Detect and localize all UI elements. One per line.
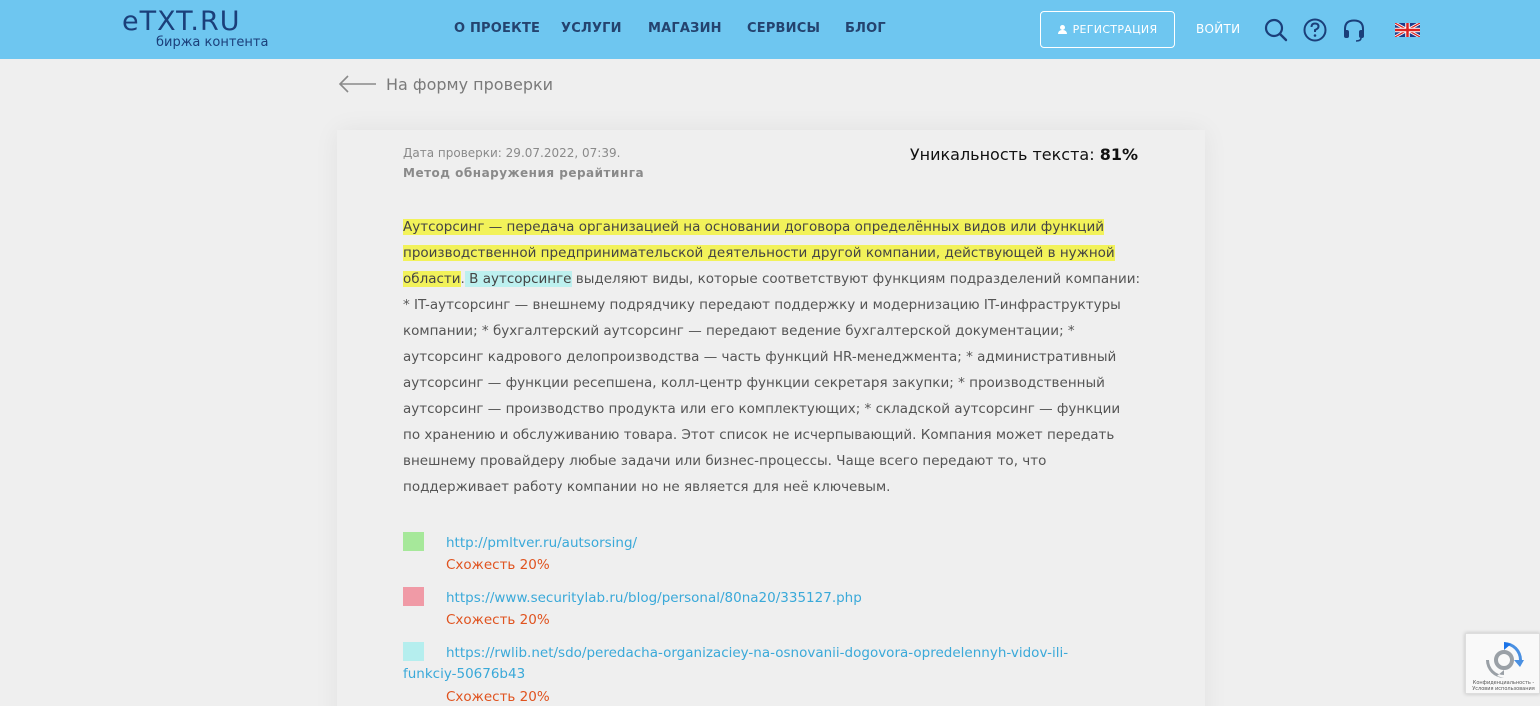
support-headset-icon[interactable] xyxy=(1341,17,1367,43)
top-header xyxy=(0,0,1540,59)
similarity-label: Схожесть 20% xyxy=(446,557,550,573)
nav-tools[interactable]: СЕРВИСЫ xyxy=(747,21,821,36)
uniqueness-label: Уникальность текста: xyxy=(909,145,1100,164)
logo-text: eTXT.RU xyxy=(122,6,241,37)
site-logo[interactable] xyxy=(122,6,302,52)
check-method: Метод обнаружения рерайтинга xyxy=(403,166,645,180)
nav-blog[interactable]: БЛОГ xyxy=(845,21,886,36)
help-icon[interactable] xyxy=(1302,17,1328,43)
source-color-swatch xyxy=(403,587,424,606)
text-dot: . xyxy=(460,271,465,287)
recaptcha-badge[interactable] xyxy=(1465,633,1540,694)
arrow-left-icon xyxy=(338,74,378,94)
nav-services[interactable]: УСЛУГИ xyxy=(561,21,622,36)
recaptcha-icon xyxy=(1484,642,1524,678)
uniqueness-score xyxy=(910,145,1138,164)
login-link[interactable]: ВОЙТИ xyxy=(1196,22,1241,36)
logo-subtitle: биржа контента xyxy=(156,35,269,50)
nav-about[interactable]: О ПРОЕКТЕ xyxy=(454,21,541,36)
checked-text xyxy=(403,214,1141,500)
highlight-match-3: В аутсорсинге xyxy=(464,271,572,287)
back-to-form-link[interactable] xyxy=(338,72,553,96)
register-label: РЕГИСТРАЦИЯ xyxy=(1072,23,1158,36)
source-link[interactable]: https://rwlib.net/sdo/peredacha-organizaciey-na-osnovanii-dogovora-opredelennyh-vidov-ili-funkciy-50676b43 xyxy=(403,645,1069,682)
recaptcha-text: Конфиденциальность - Условия использования xyxy=(1472,680,1535,692)
similarity-label: Схожесть 20% xyxy=(446,689,550,705)
highlight-match-1: Аутсорсинг — передача организацией на основании договора определённых видов или функций производственной предпринимательской деятельности другой компании, действующей в нужной области xyxy=(403,219,1115,287)
source-link[interactable]: https://www.securitylab.ru/blog/personal/80na20/335127.php xyxy=(446,590,862,606)
source-color-swatch xyxy=(403,532,424,551)
english-flag-icon[interactable] xyxy=(1395,23,1420,37)
uniqueness-value: 81% xyxy=(1099,145,1138,164)
text-remainder: выделяют виды, которые соответствуют функциям подразделений компании: * IT-аутсорсинг — внешнему подрядчику передают поддержку и модернизацию IT-инфраструктуры компании; * бухгалтерский аутсорсинг — передают ведение бухгалтерской документации; * аутсорсинг кадрового делопроизводства — часть функций HR-менеджмента; * административный аутсорсинг — функции ресепшена, колл-центр функции секретаря закупки; * производственный аутсорсинг — производство продукта или его комплектующих; * складской аутсорсинг — функции по хранению и обслуживанию товара. Этот список не исчерпывающий. Компания может передать внешнему провайдеру любые задачи или бизнес-процессы. Чаще всего передают то, что поддерживает работу компании но не является для неё ключевым. xyxy=(403,271,1141,495)
search-icon[interactable] xyxy=(1263,17,1289,43)
user-icon xyxy=(1058,25,1067,34)
back-link-label: На форму проверки xyxy=(386,74,554,94)
nav-shop[interactable]: МАГАЗИН xyxy=(648,21,722,36)
check-date: Дата проверки: 29.07.2022, 07:39. xyxy=(403,146,621,160)
source-link[interactable]: http://pmltver.ru/autsorsing/ xyxy=(446,535,638,551)
similarity-label: Схожесть 20% xyxy=(446,612,550,628)
register-button[interactable] xyxy=(1040,11,1175,48)
